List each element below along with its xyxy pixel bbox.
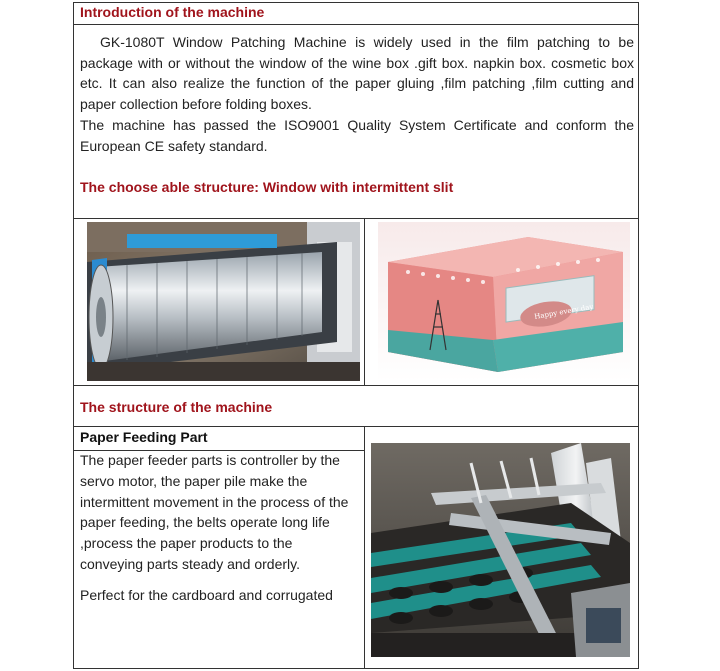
intro-paragraph-1 bbox=[80, 32, 634, 114]
part-note: Perfect for the cardboard and corrugated bbox=[80, 586, 333, 603]
slit-roller-photo bbox=[87, 222, 360, 381]
part-title: Paper Feeding Part bbox=[80, 429, 208, 445]
intro-paragraph-1-text: GK-1080T Window Patching Machine is widely used in the film patching to be package with or without the window of the wine box .gift box. napkin box. cosmetic box etc. It can also realize the function of the paper gluing ,film patching ,film cutting and paper collection before folding boxes. bbox=[80, 34, 634, 112]
slit-roller-icon bbox=[87, 222, 360, 381]
part-description-block bbox=[80, 450, 358, 606]
structure-title: The structure of the machine bbox=[80, 399, 273, 415]
divider bbox=[74, 24, 638, 25]
window-box-photo bbox=[378, 222, 630, 381]
divider bbox=[74, 426, 638, 427]
box-window-text: Happy every day bbox=[533, 302, 594, 322]
divider bbox=[364, 218, 365, 385]
window-box-icon bbox=[378, 222, 630, 381]
structure-option-title: The choose able structure: Window with intermittent slit bbox=[80, 179, 454, 195]
divider bbox=[364, 426, 365, 669]
divider bbox=[74, 385, 638, 386]
intro-paragraph-2: The machine has passed the ISO9001 Quality System Certificate and conform the European CE safety standard. bbox=[80, 117, 634, 154]
divider bbox=[74, 218, 638, 219]
part-description: The paper feeder parts is controller by the servo motor, the paper pile make the intermittent movement in the process of the paper feeding, the belts operate long life ,process the paper products to the conveying parts steady and orderly. bbox=[80, 452, 349, 572]
intro-title: Introduction of the machine bbox=[80, 4, 265, 20]
paper-feeder-photo bbox=[371, 443, 630, 657]
paper-feeder-icon bbox=[371, 443, 630, 657]
